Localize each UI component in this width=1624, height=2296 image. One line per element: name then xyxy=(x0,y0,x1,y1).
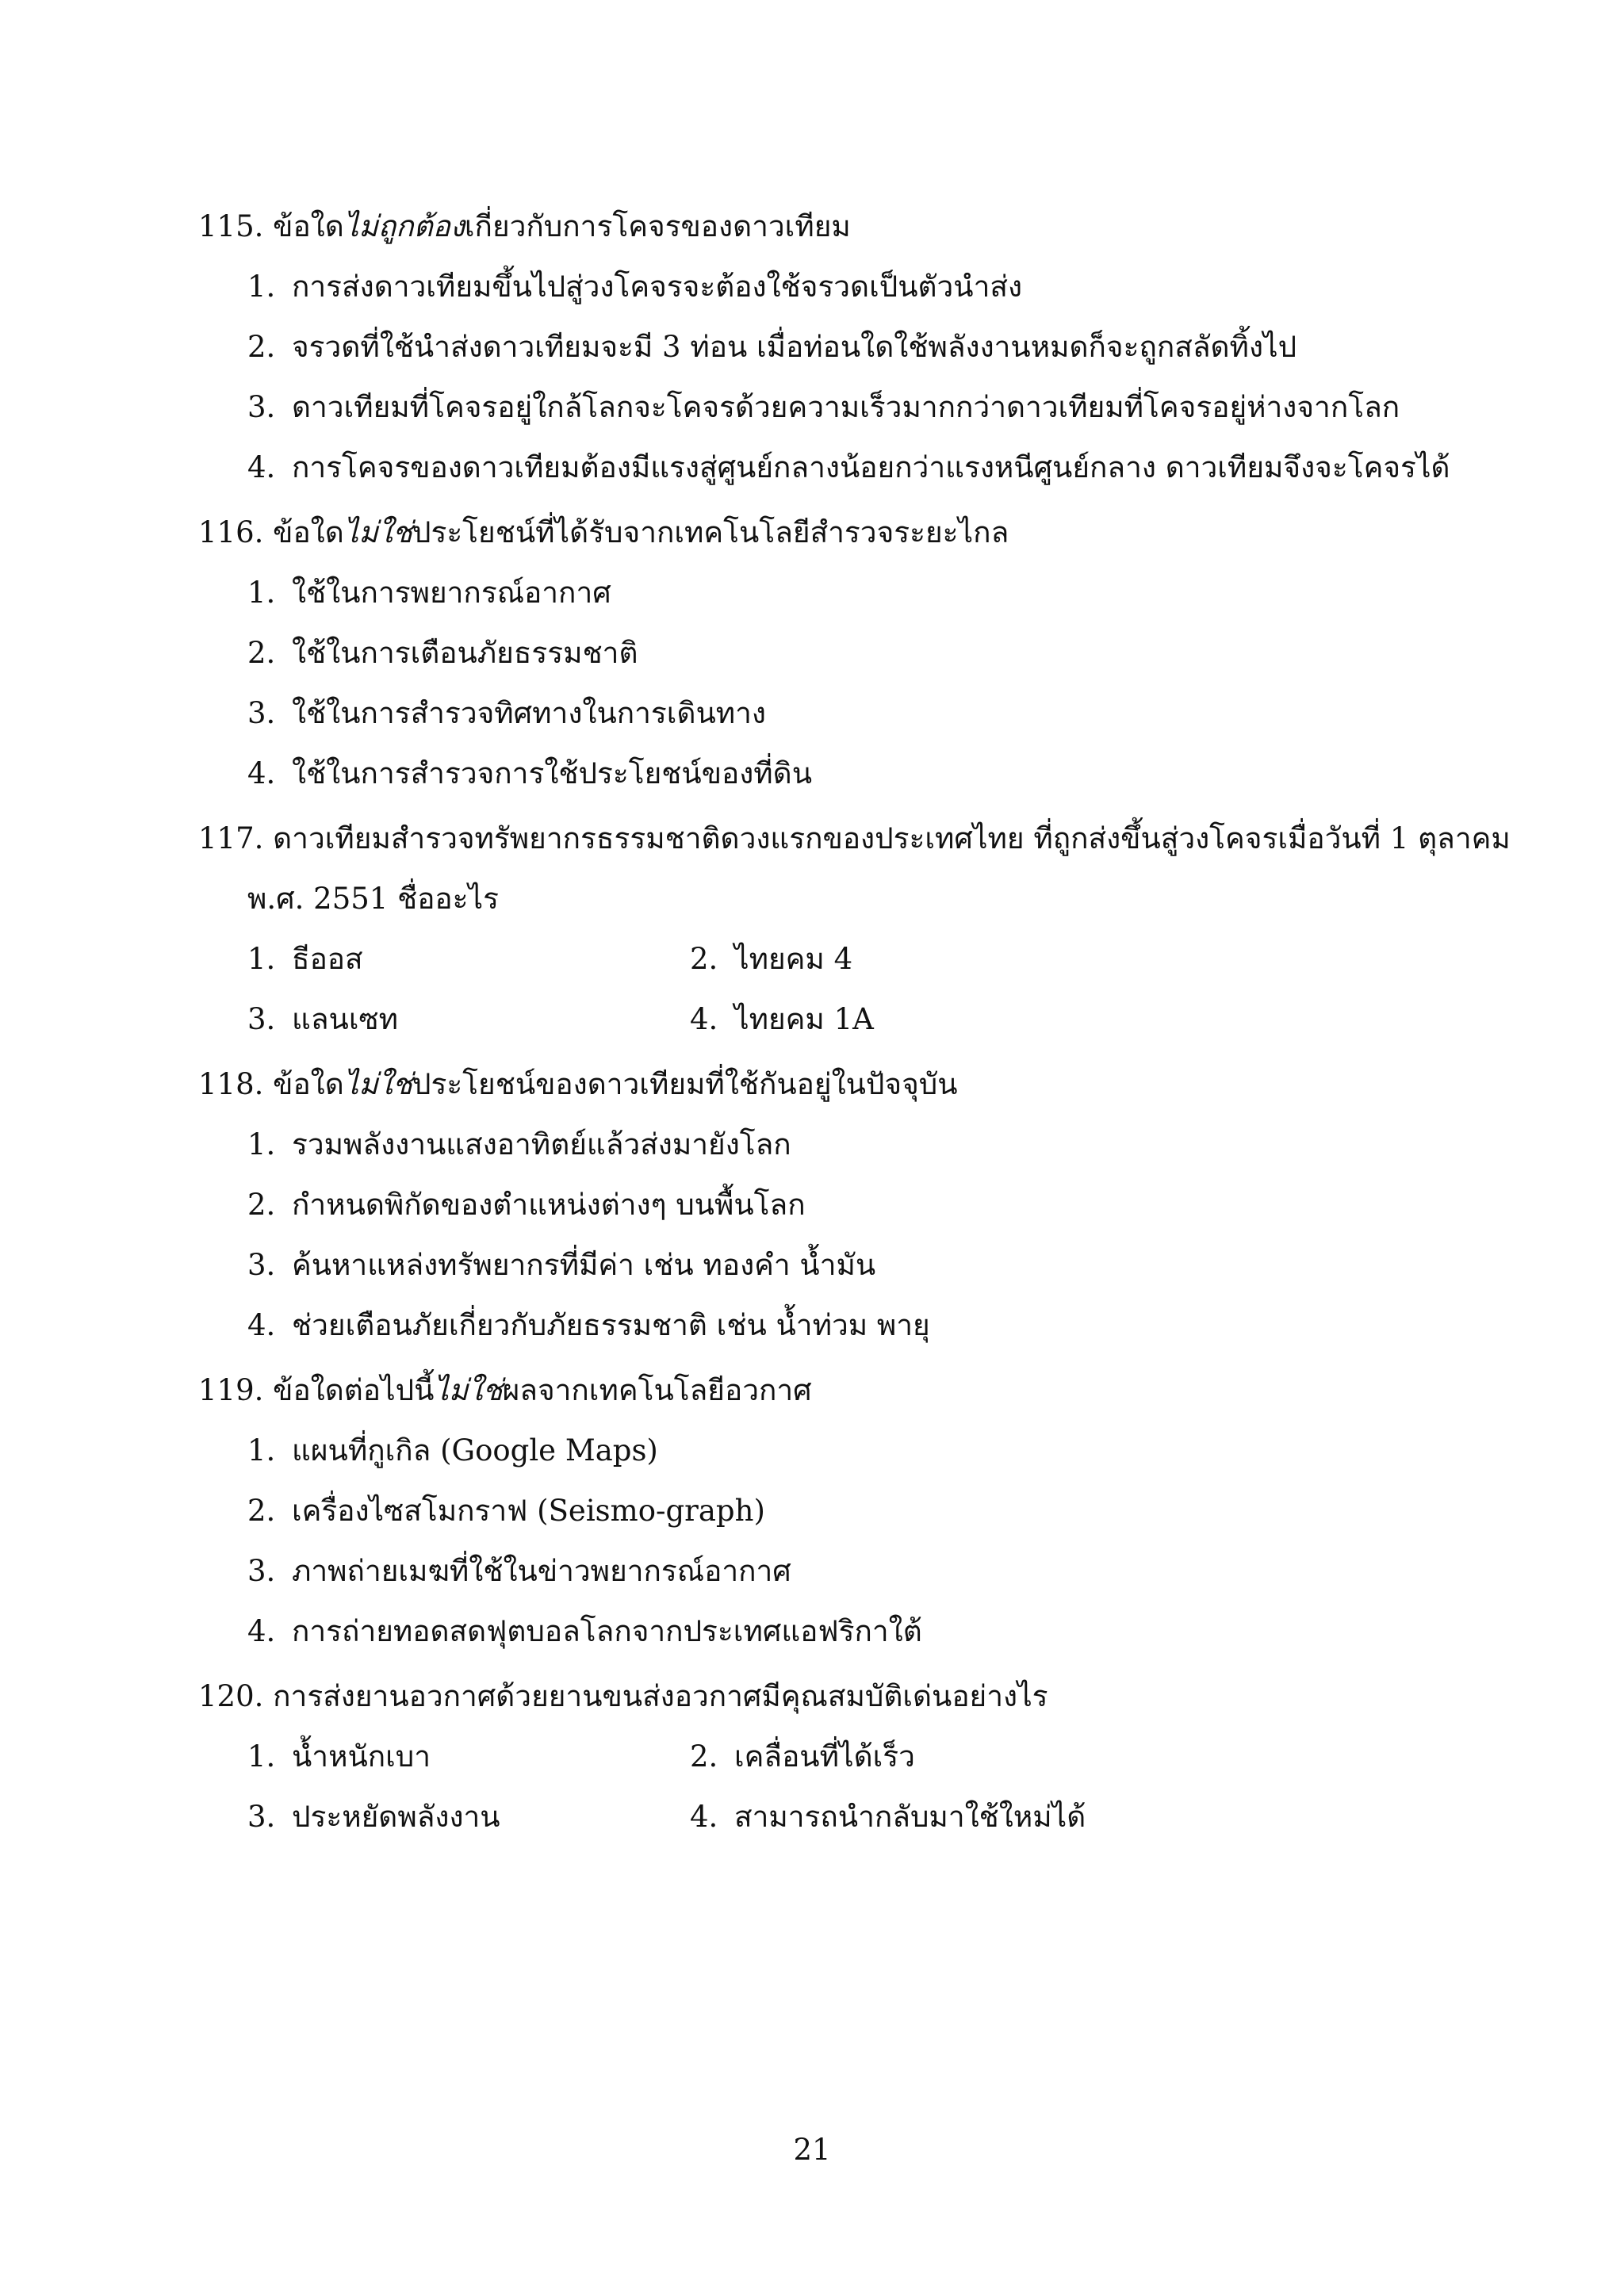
question-text-pre: ข้อใดต่อไปนี้ xyxy=(273,1373,435,1407)
question-118-stem xyxy=(198,1066,958,1104)
option-text: การส่งดาวเทียมขึ้นไปสู่วงโคจรจะต้องใช้จรวดเป็นตัวนำส่ง xyxy=(292,270,1023,304)
option xyxy=(247,1738,431,1776)
option-text: ประหยัดพลังงาน xyxy=(292,1800,500,1834)
question-text-post: ประโยชน์ที่ได้รับจากเทคโนโลยีสำรวจระยะไกล xyxy=(412,515,1009,549)
question-117-stem-continued xyxy=(247,880,499,918)
question-115-stem xyxy=(198,208,851,246)
option-number: 4. xyxy=(247,450,276,484)
question-number: 120. xyxy=(198,1679,264,1713)
option-text: ไทยคม 1A xyxy=(734,1002,874,1036)
option-text: ธีออส xyxy=(292,942,363,976)
option-text: ค้นหาแหล่งทรัพยากรที่มีค่า เช่น ทองคำ น้ำมัน xyxy=(292,1248,876,1282)
question-117-stem xyxy=(198,820,1511,858)
option-number: 3. xyxy=(247,1248,276,1282)
option-number: 2. xyxy=(247,1494,276,1528)
option xyxy=(247,695,766,733)
question-emphasis: ไม่ใช่ xyxy=(343,515,412,549)
question-emphasis: ไม่ใช่ xyxy=(343,1067,412,1101)
option-number: 2. xyxy=(690,942,718,976)
option-text: น้ำหนักเบา xyxy=(292,1739,431,1774)
option-text: แลนเซท xyxy=(292,1002,398,1036)
question-120-stem xyxy=(198,1678,1048,1716)
option-number: 2. xyxy=(247,636,276,670)
option xyxy=(247,1307,930,1345)
question-emphasis: ไม่ใช่ xyxy=(434,1373,503,1407)
option xyxy=(690,1738,915,1776)
option-number: 2. xyxy=(247,1188,276,1222)
option-text: รวมพลังงานแสงอาทิตย์แล้วส่งมายังโลก xyxy=(292,1127,791,1161)
option xyxy=(690,1798,1086,1836)
option-text: กำหนดพิกัดของตำแหน่งต่างๆ บนพื้นโลก xyxy=(292,1188,806,1222)
page-number: 21 xyxy=(793,2133,831,2167)
question-number: 116. xyxy=(198,515,264,549)
option-number: 3. xyxy=(247,390,276,424)
option-number: 3. xyxy=(247,696,276,730)
option-text: ช่วยเตือนภัยเกี่ยวกับภัยธรรมชาติ เช่น น้ำท่วม พายุ xyxy=(292,1308,930,1342)
option xyxy=(247,1246,875,1284)
option xyxy=(247,1798,500,1836)
option xyxy=(247,940,363,978)
option-number: 2. xyxy=(690,1739,718,1774)
option-number: 4. xyxy=(247,1614,276,1648)
question-text-pre: ข้อใด xyxy=(273,515,344,549)
option-number: 3. xyxy=(247,1002,276,1036)
option-number: 4. xyxy=(690,1800,718,1834)
option-text: สามารถนำกลับมาใช้ใหม่ได้ xyxy=(734,1800,1086,1834)
question-text-pre: ข้อใด xyxy=(273,1067,344,1101)
option-number: 3. xyxy=(247,1554,276,1588)
option xyxy=(247,1126,791,1164)
option-number: 4. xyxy=(247,1308,276,1342)
option xyxy=(247,1613,922,1651)
option-number: 3. xyxy=(247,1800,276,1834)
option xyxy=(247,1001,398,1039)
option-text: ใช้ในการพยากรณ์อากาศ xyxy=(292,576,611,610)
option-text: ใช้ในการสำรวจทิศทางในการเดินทาง xyxy=(292,696,766,730)
option xyxy=(247,268,1022,306)
question-text: ดาวเทียมสำรวจทรัพยากรธรรมชาติดวงแรกของประเทศไทย ที่ถูกส่งขึ้นสู่วงโคจรเมื่อวันที่ 1 ตุลาคม xyxy=(273,821,1511,855)
option-text: จรวดที่ใช้นำส่งดาวเทียมจะมี 3 ท่อน เมื่อท่อนใดใช้พลังงานหมดก็จะถูกสลัดทิ้งไป xyxy=(292,330,1297,364)
option-number: 4. xyxy=(690,1002,718,1036)
option-text: การโคจรของดาวเทียมต้องมีแรงสู่ศูนย์กลางน้อยกว่าแรงหนีศูนย์กลาง ดาวเทียมจึงจะโคจรได้ xyxy=(292,450,1450,484)
option-text: เครื่องไซสโมกราฟ (Seismo-graph) xyxy=(292,1494,765,1528)
question-text: การส่งยานอวกาศด้วยยานขนส่งอวกาศมีคุณสมบัติเด่นอย่างไร xyxy=(273,1679,1048,1713)
option-text: ใช้ในการสำรวจการใช้ประโยชน์ของที่ดิน xyxy=(292,756,812,790)
question-text-post: ผลจากเทคโนโลยีอวกาศ xyxy=(502,1373,812,1407)
question-number: 118. xyxy=(198,1067,264,1101)
option-text: ภาพถ่ายเมฆที่ใช้ในข่าวพยากรณ์อากาศ xyxy=(292,1554,791,1588)
option xyxy=(690,940,852,978)
option xyxy=(247,328,1297,366)
option-number: 1. xyxy=(247,942,276,976)
option-text: การถ่ายทอดสดฟุตบอลโลกจากประเทศแอฟริกาใต้ xyxy=(292,1614,922,1648)
option xyxy=(247,755,812,793)
question-116-stem xyxy=(198,514,1009,552)
option-number: 2. xyxy=(247,330,276,364)
option xyxy=(247,1492,765,1530)
option-number: 4. xyxy=(247,756,276,790)
option-number: 1. xyxy=(247,1739,276,1774)
option-text: เคลื่อนที่ได้เร็ว xyxy=(734,1739,915,1774)
question-number: 119. xyxy=(198,1373,264,1407)
question-text: พ.ศ. 2551 ชื่ออะไร xyxy=(247,882,499,916)
question-119-stem xyxy=(198,1372,812,1410)
option xyxy=(690,1001,874,1039)
question-text-post: เกี่ยวกับการโคจรของดาวเทียม xyxy=(464,209,851,243)
option-number: 1. xyxy=(247,1127,276,1161)
option-text: แผนที่กูเกิล (Google Maps) xyxy=(292,1433,658,1468)
question-text-pre: ข้อใด xyxy=(273,209,344,243)
question-number: 117. xyxy=(198,821,264,855)
option-number: 1. xyxy=(247,270,276,304)
option-text: ไทยคม 4 xyxy=(734,942,853,976)
option-number: 1. xyxy=(247,576,276,610)
option xyxy=(247,388,1400,427)
option xyxy=(247,1432,658,1470)
option xyxy=(247,574,611,612)
option-text: ใช้ในการเตือนภัยธรรมชาติ xyxy=(292,636,638,670)
option xyxy=(247,634,638,672)
option xyxy=(247,449,1450,487)
question-number: 115. xyxy=(198,209,264,243)
question-emphasis: ไม่ถูกต้อง xyxy=(343,209,465,243)
option-text: ดาวเทียมที่โคจรอยู่ใกล้โลกจะโคจรด้วยความเร็วมากกว่าดาวเทียมที่โคจรอยู่ห่างจากโลก xyxy=(292,390,1400,424)
option-number: 1. xyxy=(247,1433,276,1468)
option xyxy=(247,1186,806,1224)
question-text-post: ประโยชน์ของดาวเทียมที่ใช้กันอยู่ในปัจจุบัน xyxy=(412,1067,958,1101)
option xyxy=(247,1552,791,1590)
